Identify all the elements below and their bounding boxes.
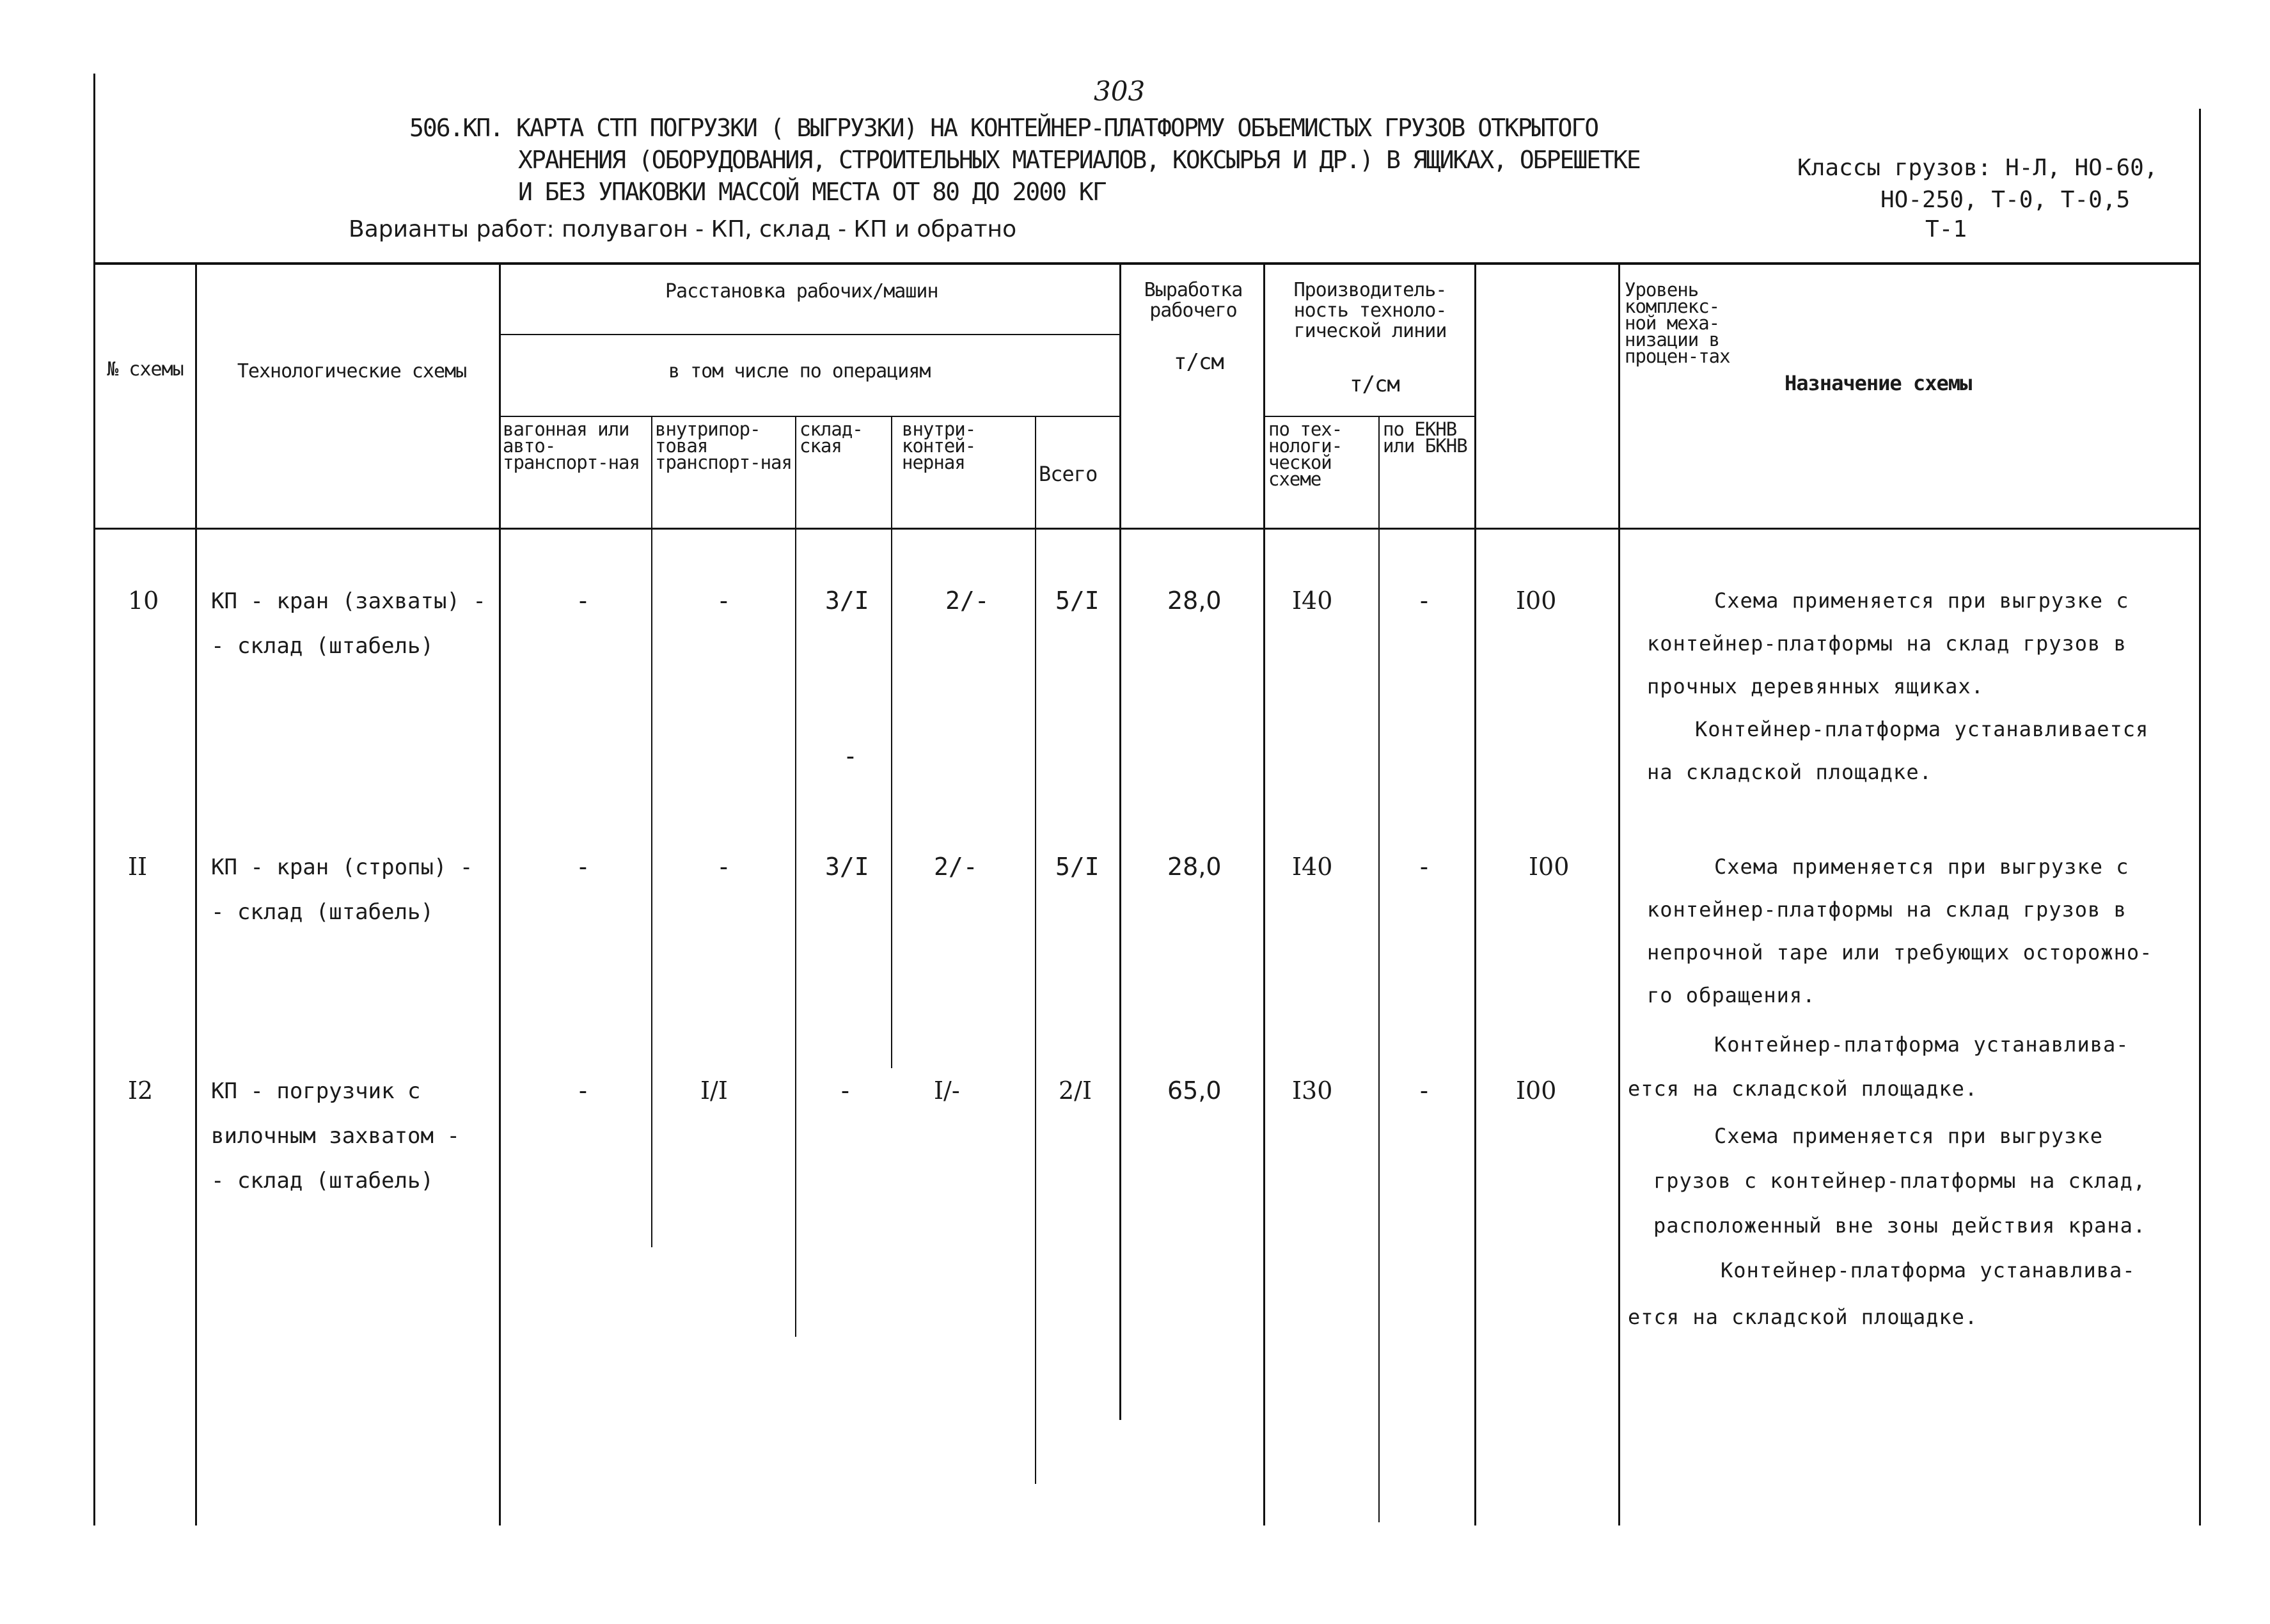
row-10-incont: 2/-	[945, 587, 989, 615]
row-10-norm: -	[1417, 587, 1431, 615]
cargo-classes-line-3: Т-1	[1925, 216, 1967, 242]
col-line-7	[1119, 262, 1121, 1420]
row-11-tech-line-1: КП - кран (стропы) -	[211, 855, 473, 880]
row-12-store: -	[838, 1076, 853, 1105]
row-10-output: 28,0	[1167, 587, 1222, 615]
row-11-productivity: I40	[1292, 853, 1333, 881]
row-10-tech-line-1: КП - кран (захваты) -	[211, 588, 486, 614]
purpose-line-14: расположенный вне зоны действия крана.	[1653, 1213, 2147, 1238]
purpose-line-11: ется на складской площадке.	[1628, 1076, 1978, 1101]
stray-dash: -	[843, 742, 858, 770]
row-11-store: 3/I	[825, 853, 869, 881]
purpose-line-8: непрочной таре или требующих осторожно-	[1647, 940, 2153, 965]
header-productivity: Производитель-ность техноло-гической линии	[1293, 279, 1447, 342]
row-12-number: I2	[128, 1076, 154, 1105]
header-op-store: склад-ская	[800, 418, 863, 457]
row-11-wagon: -	[576, 853, 590, 881]
col-line-11	[1618, 262, 1620, 1525]
header-op-incont: внутри-контей-нерная	[902, 418, 976, 473]
header-prod-norm: по ЕКНВ или БКНВ	[1383, 418, 1467, 457]
cargo-classes-line-2: НО-250, Т-0, Т-0,5	[1880, 187, 2131, 213]
col-line-9	[1378, 416, 1380, 1522]
header-productivity-unit: т/см	[1350, 372, 1399, 397]
header-op-total: Всего	[1039, 462, 1098, 486]
row-11-number: II	[128, 853, 148, 881]
purpose-line-7: контейнер-платформы на склад грузов в	[1647, 897, 2127, 922]
row-12-output: 65,0	[1167, 1076, 1222, 1105]
title-line-1: 506.КП. КАРТА СТП ПОГРУЗКИ ( ВЫГРУЗКИ) НА КОНТЕЙНЕР-ПЛАТФОРМУ ОБЪЕМИСТЫХ ГРУЗОВ ОТКРЫТОГО	[409, 114, 1598, 142]
header-output-unit: т/см	[1174, 349, 1224, 375]
col-line-1	[195, 262, 197, 1525]
row-12-tech-line-1: КП - погрузчик с	[211, 1078, 421, 1104]
purpose-line-10: Контейнер-платформа устанавлива-	[1714, 1032, 2129, 1057]
work-variants: Варианты работ: полувагон - КП, склад - КП и обратно	[349, 216, 1017, 242]
col-line-4	[795, 416, 796, 1337]
row-11-mechanization: I00	[1529, 853, 1570, 881]
row-12-incont: I/-	[934, 1076, 960, 1105]
cargo-classes-line-1: Классы грузов: Н-Л, НО-60,	[1797, 155, 2158, 181]
purpose-line-2: контейнер-платформы на склад грузов в	[1647, 631, 2127, 656]
header-output: Выработка рабочего	[1144, 279, 1243, 322]
right-border	[2199, 109, 2201, 1525]
header-bottom-rule	[93, 528, 2201, 530]
purpose-line-1: Схема применяется при выгрузке с	[1714, 588, 2129, 613]
ops-subrule	[499, 416, 1119, 417]
row-11-output: 28,0	[1167, 853, 1222, 881]
col-line-2	[499, 262, 501, 1525]
row-10-inport: -	[716, 587, 731, 615]
row-10-store: 3/I	[825, 587, 869, 615]
purpose-line-6: Схема применяется при выгрузке с	[1714, 855, 2129, 879]
row-10-number: 10	[128, 587, 159, 615]
header-placement: Расстановка рабочих/машин	[665, 280, 938, 303]
row-12-tech-line-2: вилочным захватом -	[211, 1123, 460, 1149]
row-10-productivity: I40	[1292, 587, 1333, 615]
col-line-3	[651, 416, 652, 1247]
row-11-incont: 2/-	[934, 853, 978, 881]
header-tech-schemes: Технологические схемы	[237, 360, 467, 382]
purpose-line-3: прочных деревянных ящиках.	[1647, 674, 1984, 698]
row-12-norm: -	[1417, 1076, 1431, 1105]
title-line-2: ХРАНЕНИЯ (ОБОРУДОВАНИЯ, СТРОИТЕЛЬНЫХ МАТЕРИАЛОВ, КОКСЫРЬЯ И ДР.) В ЯЩИКАХ, ОБРЕШЕТКЕ	[518, 146, 1640, 174]
row-11-total: 5/I	[1055, 853, 1100, 881]
row-12-productivity: I30	[1292, 1076, 1333, 1105]
header-scheme-number: № схемы	[107, 358, 184, 381]
row-12-wagon: -	[576, 1076, 590, 1105]
title-line-3: И БЕЗ УПАКОВКИ МАССОЙ МЕСТА ОТ 80 ДО 2000 КГ	[518, 178, 1106, 206]
page-number: 303	[1094, 75, 1146, 107]
purpose-line-4: Контейнер-платформа устанавливается	[1695, 717, 2149, 741]
purpose-line-12: Схема применяется при выгрузке	[1714, 1124, 2103, 1148]
row-10-wagon: -	[576, 587, 590, 615]
purpose-line-16: ется на складской площадке.	[1628, 1305, 1978, 1329]
purpose-line-13: грузов с контейнер-платформы на склад,	[1653, 1169, 2147, 1193]
table-top-rule	[93, 262, 2201, 265]
row-10-tech-line-2: - склад (штабель)	[211, 633, 434, 659]
row-11-tech-line-2: - склад (штабель)	[211, 899, 434, 925]
row-10-total: 5/I	[1055, 587, 1100, 615]
col-line-10	[1474, 262, 1476, 1525]
col-line-8	[1263, 262, 1265, 1525]
row-12-total: 2/I	[1059, 1076, 1092, 1105]
row-12-tech-line-3: - склад (штабель)	[211, 1168, 434, 1194]
placement-subrule	[499, 334, 1119, 335]
row-12-inport: I/I	[700, 1076, 728, 1105]
col-line-6	[1035, 416, 1036, 1484]
row-11-norm: -	[1417, 853, 1431, 881]
header-purpose: Назначение схемы	[1785, 371, 1972, 395]
header-op-inport: внутрипор-товая транспорт-ная	[655, 418, 792, 473]
header-mech-level: Уровень комплекс-ной меха-низации в процен-тах	[1625, 279, 1730, 367]
purpose-line-5: на складской площадке.	[1647, 760, 1932, 784]
header-by-operations: в том числе по операциям	[668, 360, 931, 382]
purpose-line-9: го обращения.	[1647, 983, 1816, 1007]
header-prod-scheme: по тех-нологи-ческой схеме	[1268, 418, 1343, 490]
row-12-mechanization: I00	[1516, 1076, 1557, 1105]
left-border	[93, 74, 95, 1525]
row-11-inport: -	[716, 853, 731, 881]
purpose-line-15: Контейнер-платформа устанавлива-	[1721, 1258, 2136, 1282]
col-line-5	[891, 416, 892, 1068]
prod-subrule	[1263, 416, 1474, 417]
row-10-mechanization: I00	[1516, 587, 1557, 615]
header-op-wagon: вагонная или авто-транспорт-ная	[503, 418, 640, 473]
